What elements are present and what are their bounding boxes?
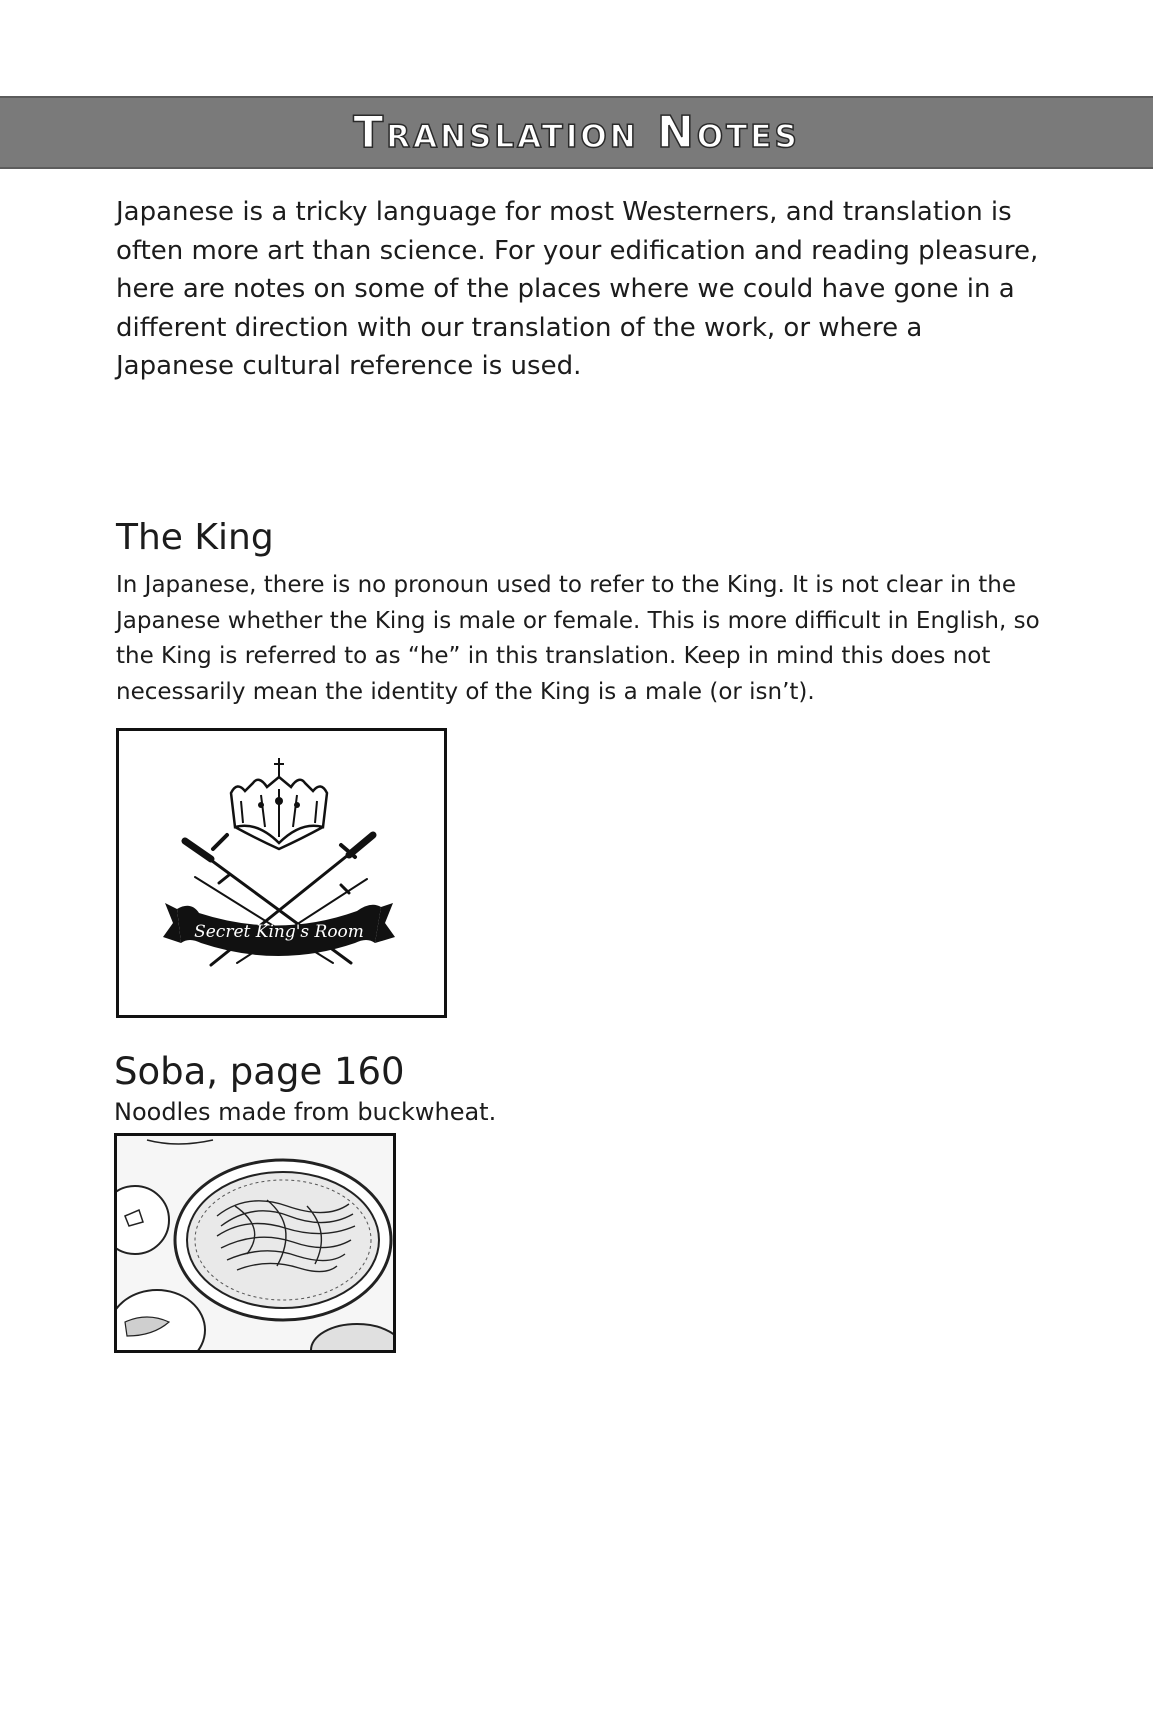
title-bar	[0, 96, 1153, 169]
soba-image	[114, 1133, 396, 1353]
page-title: Translation Notes	[353, 107, 800, 158]
soba-noodle-bowl-icon	[117, 1136, 393, 1350]
banner-text: Secret King's Room	[194, 922, 364, 942]
note-heading-soba: Soba, page 160	[114, 1050, 405, 1093]
intro-paragraph: Japanese is a tricky language for most Westerners, and translation is often more art than science. For your edification and reading pleasure, here are notes on some of the places where we could have gone in a different direction with our translation of the work, or where a Japanese cultural reference is used.	[116, 197, 1039, 381]
note-body-soba: Noodles made from buckwheat.	[114, 1098, 497, 1126]
note-heading-the-king: The King	[116, 517, 274, 558]
note-body-the-king: In Japanese, there is no pronoun used to refer to the King. It is not clear in the Japanese whether the King is male or female. This is more difficult in English, so the King is referred to as “he” in this translation. Keep in mind this does not necessarily mean the identity of the King is a male (or isn’t).	[116, 572, 1040, 705]
crown-swords-emblem-icon	[119, 731, 444, 1015]
king-emblem-image	[116, 728, 447, 1018]
